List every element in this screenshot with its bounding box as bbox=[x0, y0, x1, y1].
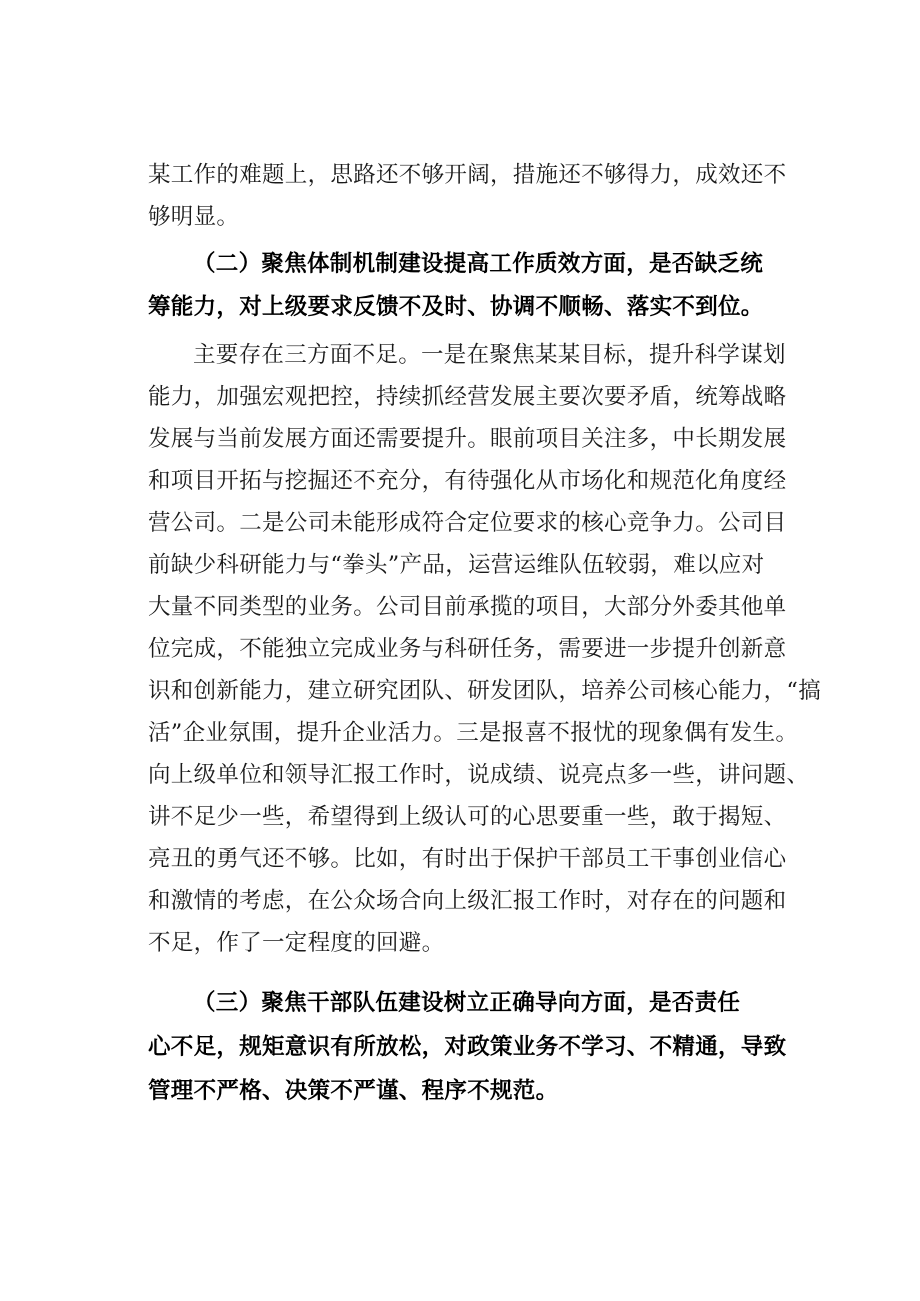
paragraph-line: 识和创新能力，建立研究团队、研发团队，培养公司核心能力，“搞 bbox=[148, 678, 822, 704]
paragraph-line: 某工作的难题上，思路还不够开阔，措施还不够得力，成效还不 bbox=[148, 162, 787, 188]
paragraph-line: 和项目开拓与挖掘还不充分，有待强化从市场化和规范化角度经 bbox=[148, 468, 787, 494]
section-heading-2: （二）聚焦体制机制建设提高工作质效方面，是否缺乏统 bbox=[193, 251, 764, 277]
paragraph-line: 前缺少科研能力与“拳头”产品，运营运维队伍较弱，难以应对 bbox=[148, 552, 765, 578]
paragraph-line: 和激情的考虑，在公众场合向上级汇报工作时，对存在的问题和 bbox=[148, 888, 787, 914]
paragraph-line: 营公司。二是公司未能形成符合定位要求的核心竞争力。公司目 bbox=[148, 510, 787, 536]
paragraph-line: 活”企业氛围，提升企业活力。三是报喜不报忧的现象偶有发生。 bbox=[148, 720, 799, 746]
paragraph-line: 够明显。 bbox=[148, 204, 240, 230]
section-heading-3-cont: 管理不严格、决策不严谨、程序不规范。 bbox=[148, 1078, 559, 1104]
paragraph-line: 讲不足少一些，希望得到上级认可的心思要重一些，敢于揭短、 bbox=[148, 804, 787, 830]
paragraph-line: 主要存在三方面不足。一是在聚焦某某目标，提升科学谋划 bbox=[193, 342, 786, 368]
paragraph-line: 位完成，不能独立完成业务与科研任务，需要进一步提升创新意 bbox=[148, 636, 787, 662]
section-heading-2-cont: 筹能力，对上级要求反馈不及时、协调不顺畅、落实不到位。 bbox=[148, 294, 764, 320]
paragraph-line: 大量不同类型的业务。公司目前承揽的项目，大部分外委其他单 bbox=[148, 594, 787, 620]
section-heading-3-cont: 心不足，规矩意识有所放松，对政策业务不学习、不精通，导致 bbox=[148, 1034, 787, 1060]
paragraph-line: 向上级单位和领导汇报工作时，说成绩、说亮点多一些，讲问题、 bbox=[148, 762, 810, 788]
section-heading-3: （三）聚焦干部队伍建设树立正确导向方面，是否责任 bbox=[193, 990, 741, 1016]
paragraph-line: 能力，加强宏观把控，持续抓经营发展主要次要矛盾，统筹战略 bbox=[148, 384, 787, 410]
paragraph-line: 不足，作了一定程度的回避。 bbox=[148, 930, 445, 956]
paragraph-line: 发展与当前发展方面还需要提升。眼前项目关注多，中长期发展 bbox=[148, 426, 787, 452]
paragraph-line: 亮丑的勇气还不够。比如，有时出于保护干部员工干事创业信心 bbox=[148, 846, 787, 872]
